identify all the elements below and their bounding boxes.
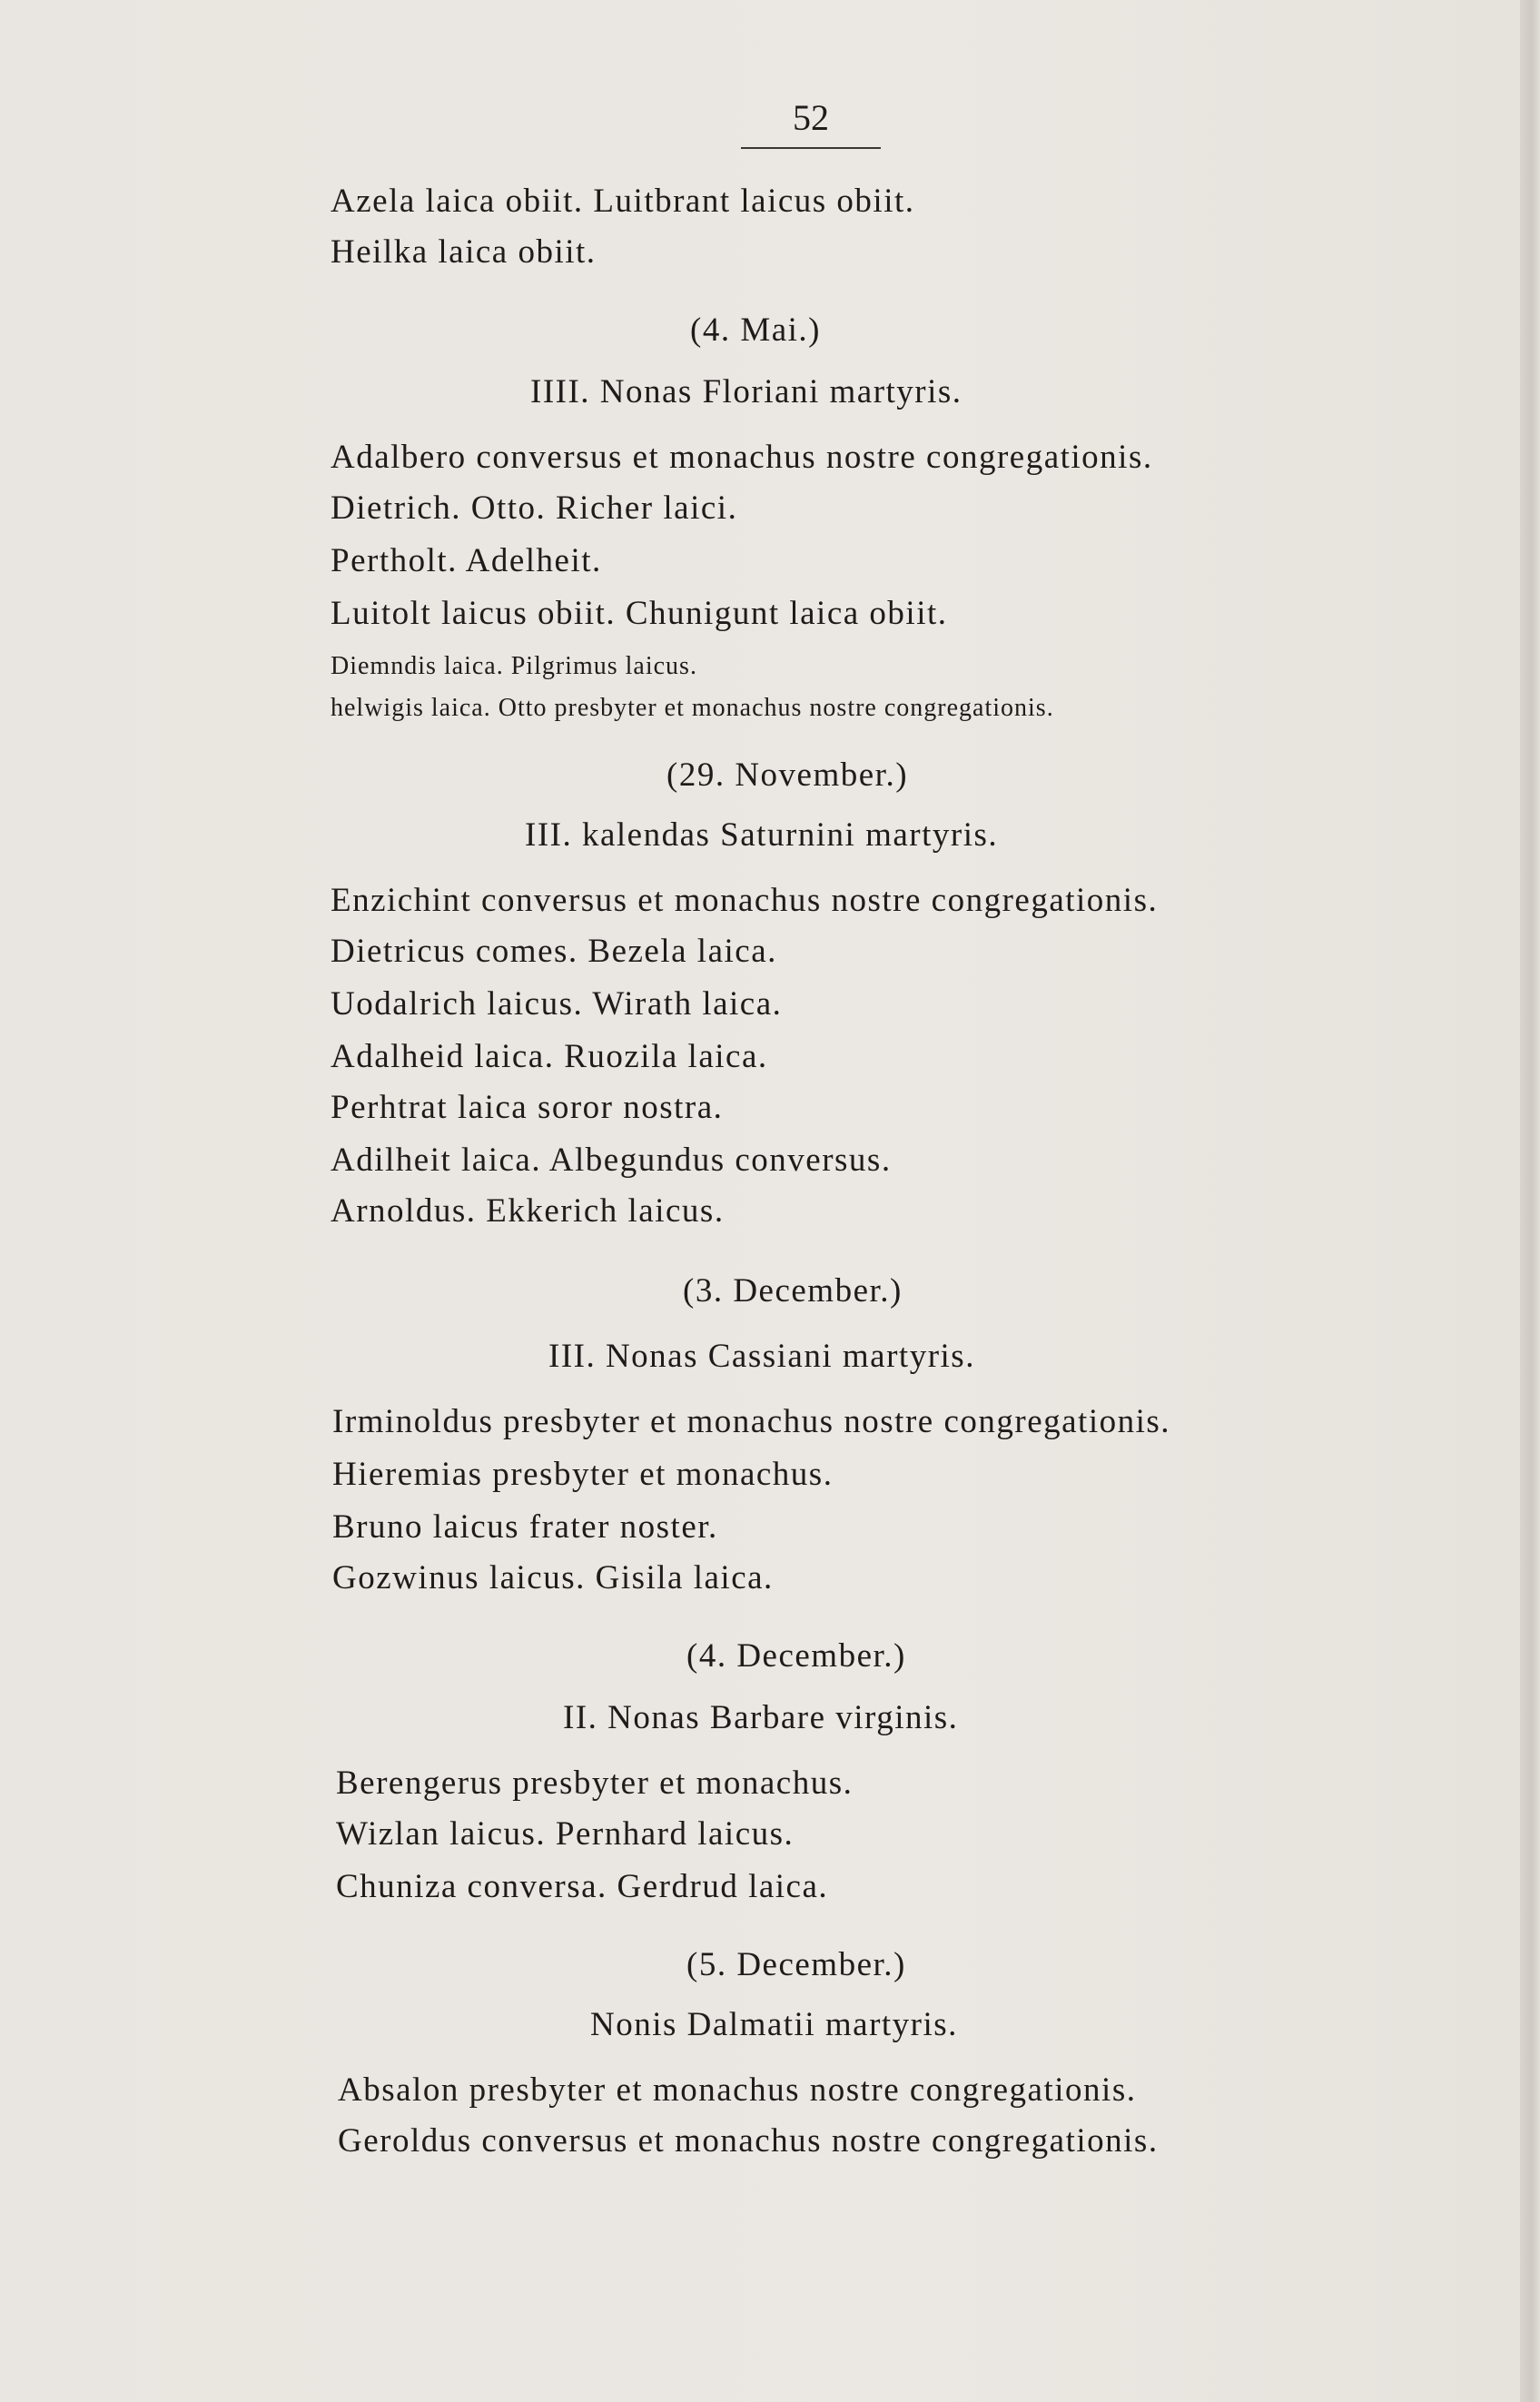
date-heading: (4. Mai.) bbox=[690, 311, 821, 349]
entry-line: Adalbero conversus et monachus nostre congregationis. bbox=[331, 439, 1153, 476]
entry-line: Chuniza conversa. Gerdrud laica. bbox=[336, 1868, 829, 1905]
entry-line: Arnoldus. Ekkerich laicus. bbox=[331, 1192, 725, 1230]
entry-line: Irminoldus presbyter et monachus nostre congregationis. bbox=[332, 1403, 1171, 1440]
page-edge bbox=[1520, 0, 1540, 2402]
page-number-rule bbox=[741, 147, 881, 149]
date-heading: (4. December.) bbox=[686, 1637, 906, 1675]
entry-line: Adilheit laica. Albegundus conversus. bbox=[331, 1142, 892, 1179]
entry-line: Geroldus conversus et monachus nostre congregationis. bbox=[338, 2122, 1159, 2160]
entry-line: Azela laica obiit. Luitbrant laicus obiit. bbox=[331, 183, 915, 220]
entry-line: Luitolt laicus obiit. Chunigunt laica obiit. bbox=[331, 595, 948, 632]
entry-line: Gozwinus laicus. Gisila laica. bbox=[332, 1559, 774, 1596]
entry-line: Hieremias presbyter et monachus. bbox=[332, 1456, 834, 1493]
date-heading: (3. December.) bbox=[683, 1272, 903, 1310]
feast-heading: III. Nonas Cassiani martyris. bbox=[548, 1338, 975, 1375]
entry-line-small: helwigis laica. Otto presbyter et monachus nostre congregationis. bbox=[331, 694, 1054, 722]
entry-line-small: Diemndis laica. Pilgrimus laicus. bbox=[331, 652, 697, 680]
entry-line: Enzichint conversus et monachus nostre congregationis. bbox=[331, 882, 1159, 919]
entry-line: Pertholt. Adelheit. bbox=[331, 542, 602, 579]
entry-line: Perhtrat laica soror nostra. bbox=[331, 1089, 724, 1126]
feast-heading: II. Nonas Barbare virginis. bbox=[563, 1699, 959, 1736]
page-number: 52 bbox=[793, 97, 829, 138]
feast-heading: III. kalendas Saturnini martyris. bbox=[525, 816, 999, 854]
entry-line: Dietrich. Otto. Richer laici. bbox=[331, 489, 738, 527]
entry-line: Dietricus comes. Bezela laica. bbox=[331, 933, 777, 970]
feast-heading: Nonis Dalmatii martyris. bbox=[590, 2006, 958, 2043]
entry-line: Uodalrich laicus. Wirath laica. bbox=[331, 985, 783, 1023]
entry-line: Wizlan laicus. Pernhard laicus. bbox=[336, 1815, 795, 1853]
feast-heading: IIII. Nonas Floriani martyris. bbox=[530, 373, 962, 410]
date-heading: (5. December.) bbox=[686, 1946, 906, 1983]
entry-line: Absalon presbyter et monachus nostre congregationis. bbox=[338, 2071, 1137, 2109]
entry-line: Adalheid laica. Ruozila laica. bbox=[331, 1038, 768, 1075]
entry-line: Heilka laica obiit. bbox=[331, 233, 597, 271]
entry-line: Berengerus presbyter et monachus. bbox=[336, 1764, 854, 1802]
date-heading: (29. November.) bbox=[666, 756, 909, 794]
entry-line: Bruno laicus frater noster. bbox=[332, 1508, 718, 1546]
